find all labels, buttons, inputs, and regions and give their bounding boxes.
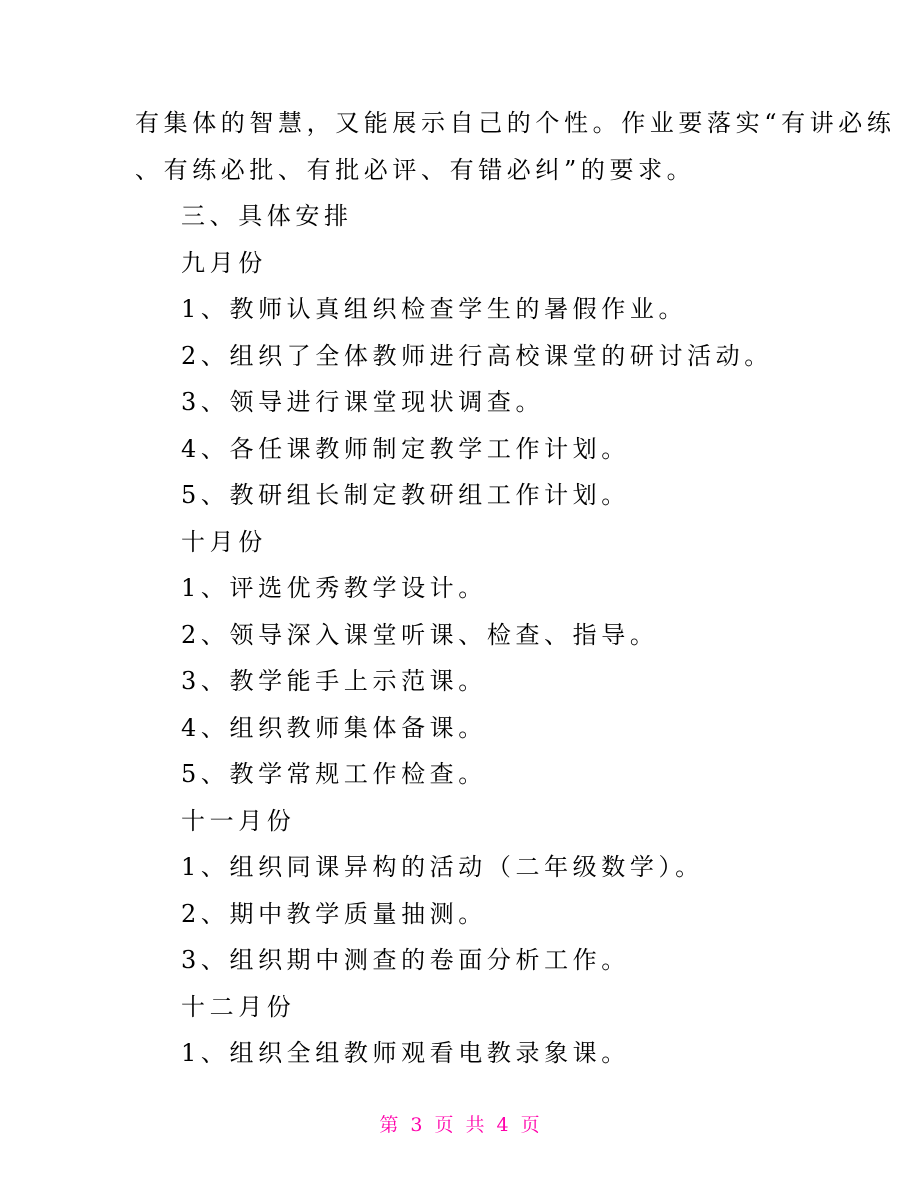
list-item: 3、领导进行课堂现状调查。 <box>181 388 545 416</box>
list-item: 5、教研组长制定教研组工作计划。 <box>181 481 630 509</box>
month-heading-december: 十二月份 <box>181 992 296 1021</box>
month-heading-september: 九月份 <box>181 248 267 277</box>
document-body <box>0 100 920 1077</box>
list-item: 1、组织全组教师观看电教录象课。 <box>181 1039 630 1067</box>
list-item: 2、组织了全体教师进行高校课堂的研讨活动。 <box>181 341 773 370</box>
list-item: 5、教学常规工作检查。 <box>181 760 487 788</box>
list-item: 2、期中教学质量抽测。 <box>181 899 487 928</box>
section-heading-schedule: 三、具体安排 <box>181 202 353 230</box>
list-item: 2、领导深入课堂听课、检查、指导。 <box>181 620 659 649</box>
list-item: 1、组织同课异构的活动（二年级数学）。 <box>181 853 704 881</box>
list-item: 1、教师认真组织检查学生的暑假作业。 <box>181 295 688 323</box>
month-heading-november: 十一月份 <box>181 806 296 835</box>
paragraph-continuation-line-2: 、有练必批、有批必评、有错必纠”的要求。 <box>135 155 696 184</box>
list-item: 4、各任课教师制定教学工作计划。 <box>181 434 630 463</box>
paragraph-continuation-line-1: 有集体的智慧，又能展示自己的个性。作业要落实“有讲必练 <box>135 109 896 137</box>
list-item: 4、组织教师集体备课。 <box>181 713 487 742</box>
list-item: 3、组织期中测查的卷面分析工作。 <box>181 946 630 974</box>
page-number-footer: 第 3 页 共 4 页 <box>379 1114 541 1136</box>
month-heading-october: 十月份 <box>181 527 267 556</box>
list-item: 1、评选优秀教学设计。 <box>181 574 487 602</box>
list-item: 3、教学能手上示范课。 <box>181 667 487 695</box>
